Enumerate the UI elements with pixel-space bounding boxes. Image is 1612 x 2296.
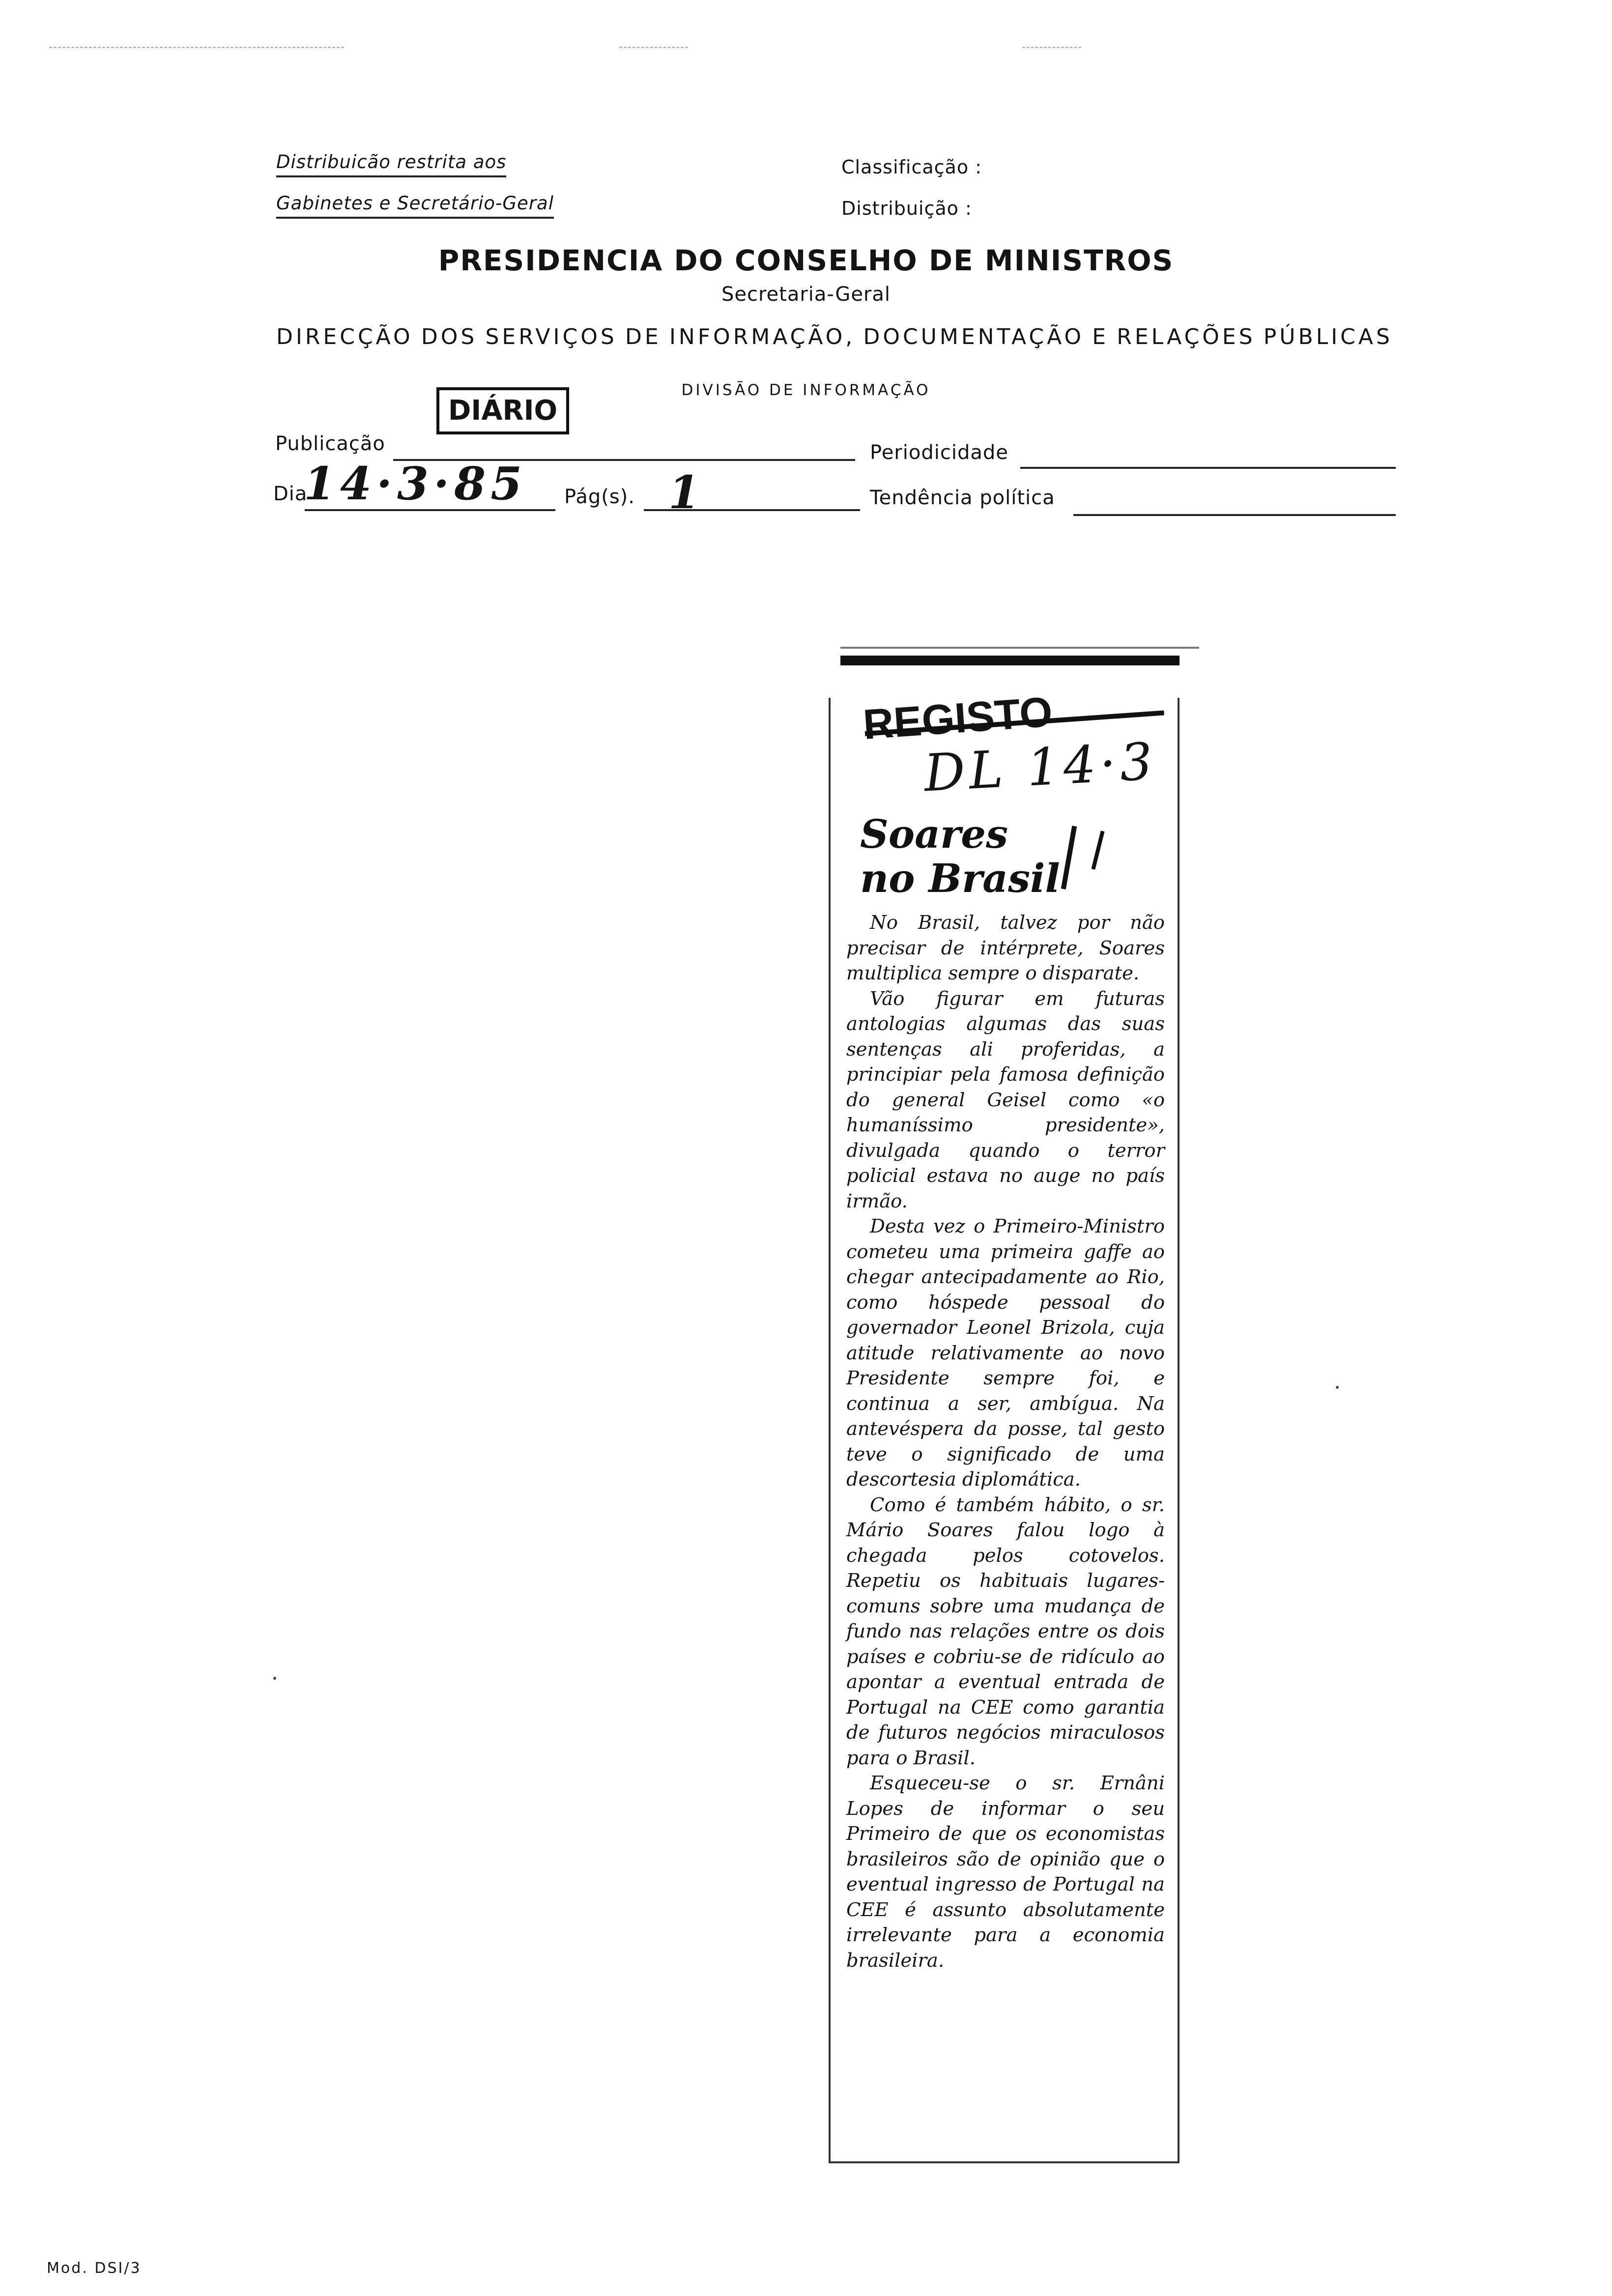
clipping-bottom-border [829,2161,1180,2163]
dia-field-line [305,509,555,511]
dir-word: E [1092,324,1109,349]
restriction-text-1: Distribuicão restrita aos [276,151,507,172]
scan-noise [49,47,344,50]
underline [276,217,554,219]
pags-field-line [644,509,860,511]
direccao-line [276,324,1393,349]
dir-word: DIRECÇÃO [276,324,413,349]
handwritten-mark [1091,831,1104,870]
dir-word: SERVIÇOS [485,324,617,349]
dia-label: Dia [273,483,308,505]
article-paragraph: Como é também hábito, o sr. Mário Soares falou logo à chegada pelos cotovelos. Repetiu os habituais lugares-comuns sobre uma mudança de fundo nas relações entre os dois países e cobriu-se de ridículo ao apontar a eventual entrada de Portugal na CEE como garantia de futuros negócios miraculosos para o Brasil. [846,1493,1165,1769]
dir-word: PÚBLICAS [1263,324,1393,349]
diario-stamp: DIÁRIO [436,387,569,434]
scan-speck [1336,1386,1339,1389]
presidencia-title: PRESIDENCIA DO CONSELHO DE MINISTROS [438,244,1174,277]
dir-word: INFORMAÇÃO, [669,324,856,349]
dir-word: DOS [421,324,478,349]
form-model-code: Mod. DSI/3 [47,2260,142,2277]
periodicidade-label: Periodicidade [870,441,1008,464]
article-paragraph: Desta vez o Primeiro-Ministro cometeu uma primeira gaffe ao chegar antecipadamente ao Rio, como hóspede pessoal do governador Leonel Brizola, cuja atitude relativamente ao novo Presidente sempre foi, e continua a ser, ambígua. Na antevéspera da posse, tal gesto teve o significado de uma descortesia diplomática. [846,1215,1165,1491]
clipping-top-rule [840,647,1199,649]
article-paragraph: No Brasil, talvez por não precisar de intérprete, Soares multiplica sempre o disparate. [846,912,1165,984]
tendencia-label: Tendência política [870,487,1055,509]
classificacao-label: Classificação : [841,156,982,178]
underline [276,175,506,177]
headline-line-2: no Brasil [860,855,1060,901]
clipping-left-border [829,698,831,2162]
article-paragraph: Vão figurar em futuras antologias algumas das suas sentenças ali proferidas, a principiar pela famosa definição do general Geisel como «o humaníssimo presidente», divulgada quando o terror policial estava no auge no país irmão. [846,987,1165,1212]
restriction-line-1 [276,151,506,172]
periodicidade-field-line [1020,467,1396,469]
dir-word: DOCUMENTAÇÃO [863,324,1085,349]
distribuicao-label: Distribuição : [841,198,972,219]
divisao-informacao: DIVISÃO DE INFORMAÇÃO [681,381,931,399]
pags-label: Pág(s). [564,486,635,508]
registo-section-title: REGISTO [862,688,1054,749]
handwritten-note: DL 14·3 [922,731,1158,804]
dia-handwritten-value: 14·3·85 [304,457,527,510]
publicacao-label: Publicação [275,432,385,455]
handwritten-mark [1061,826,1077,890]
scan-noise [1022,47,1081,50]
clipping-right-border [1178,698,1180,2162]
dir-word: RELAÇÕES [1117,324,1256,349]
clipping-top-bar [840,656,1180,665]
headline-line-1: Soares [860,811,1008,857]
pags-handwritten-value: 1 [668,466,705,519]
restriction-text-2: Gabinetes e Secretário-Geral [276,193,554,214]
scan-noise [619,47,688,50]
dir-word: DE [625,324,662,349]
restriction-line-2 [276,193,554,214]
scan-speck [273,1677,276,1680]
article-paragraph: Esqueceu-se o sr. Ernâni Lopes de informar o seu Primeiro de que os economistas brasileiros são de opinião que o eventual ingresso de Portugal na CEE é assunto absolutamente irrelevante para a economia brasileira. [846,1772,1165,1972]
article-body [846,910,1165,1973]
secretaria-geral: Secretaria-Geral [721,283,891,306]
tendencia-field-line [1073,514,1396,516]
